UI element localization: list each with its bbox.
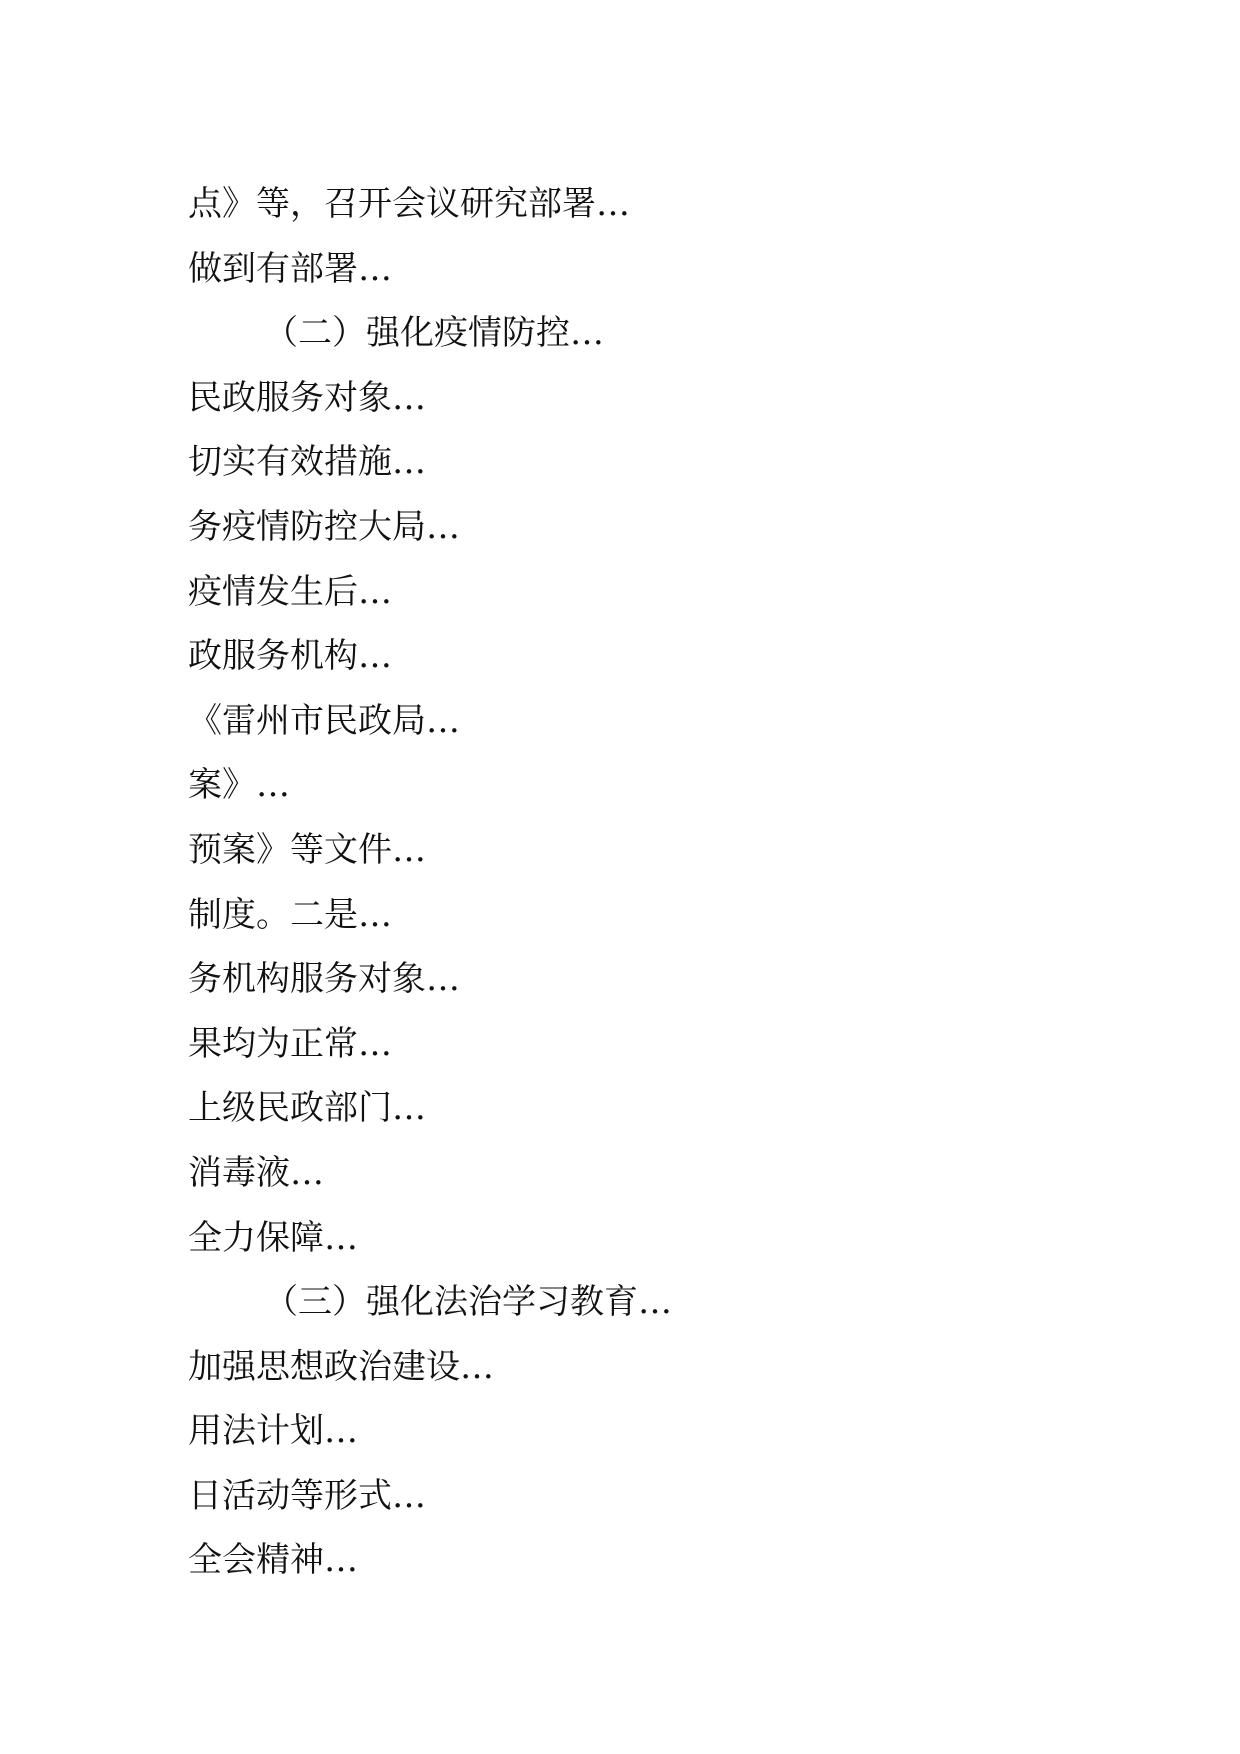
text-line: 上级民政部门… <box>188 1088 426 1129</box>
text-line: 疫情发生后… <box>188 571 392 612</box>
text-line: 做到有部署… <box>188 248 392 289</box>
text-line: 案》… <box>188 765 290 806</box>
text-line: 全会精神… <box>188 1540 358 1581</box>
text-line: 用法计划… <box>188 1411 358 1452</box>
text-line: 点》等，召开会议研究部署… <box>188 184 630 224</box>
text-line: 政服务机构… <box>188 636 392 677</box>
text-line: 务机构服务对象… <box>188 959 460 1000</box>
text-line: 果均为正常… <box>188 1023 392 1064</box>
section-heading-line: （三）强化法治学习教育… <box>264 1282 672 1323</box>
text-line: 加强思想政治建设… <box>188 1346 494 1387</box>
text-line: 日活动等形式… <box>188 1475 426 1516</box>
text-line: 全力保障… <box>188 1217 358 1258</box>
text-line: 切实有效措施… <box>188 442 426 483</box>
text-line: 《雷州市民政局… <box>188 700 460 741</box>
text-line: 务疫情防控大局… <box>188 506 460 547</box>
text-line: 民政服务对象… <box>188 377 426 418</box>
section-heading-line: （二）强化疫情防控… <box>264 313 604 354</box>
text-line: 预案》等文件… <box>188 829 426 870</box>
body-text <box>188 172 1068 1593</box>
text-line: 制度。二是… <box>188 894 392 935</box>
text-line: 消毒液… <box>188 1152 324 1193</box>
